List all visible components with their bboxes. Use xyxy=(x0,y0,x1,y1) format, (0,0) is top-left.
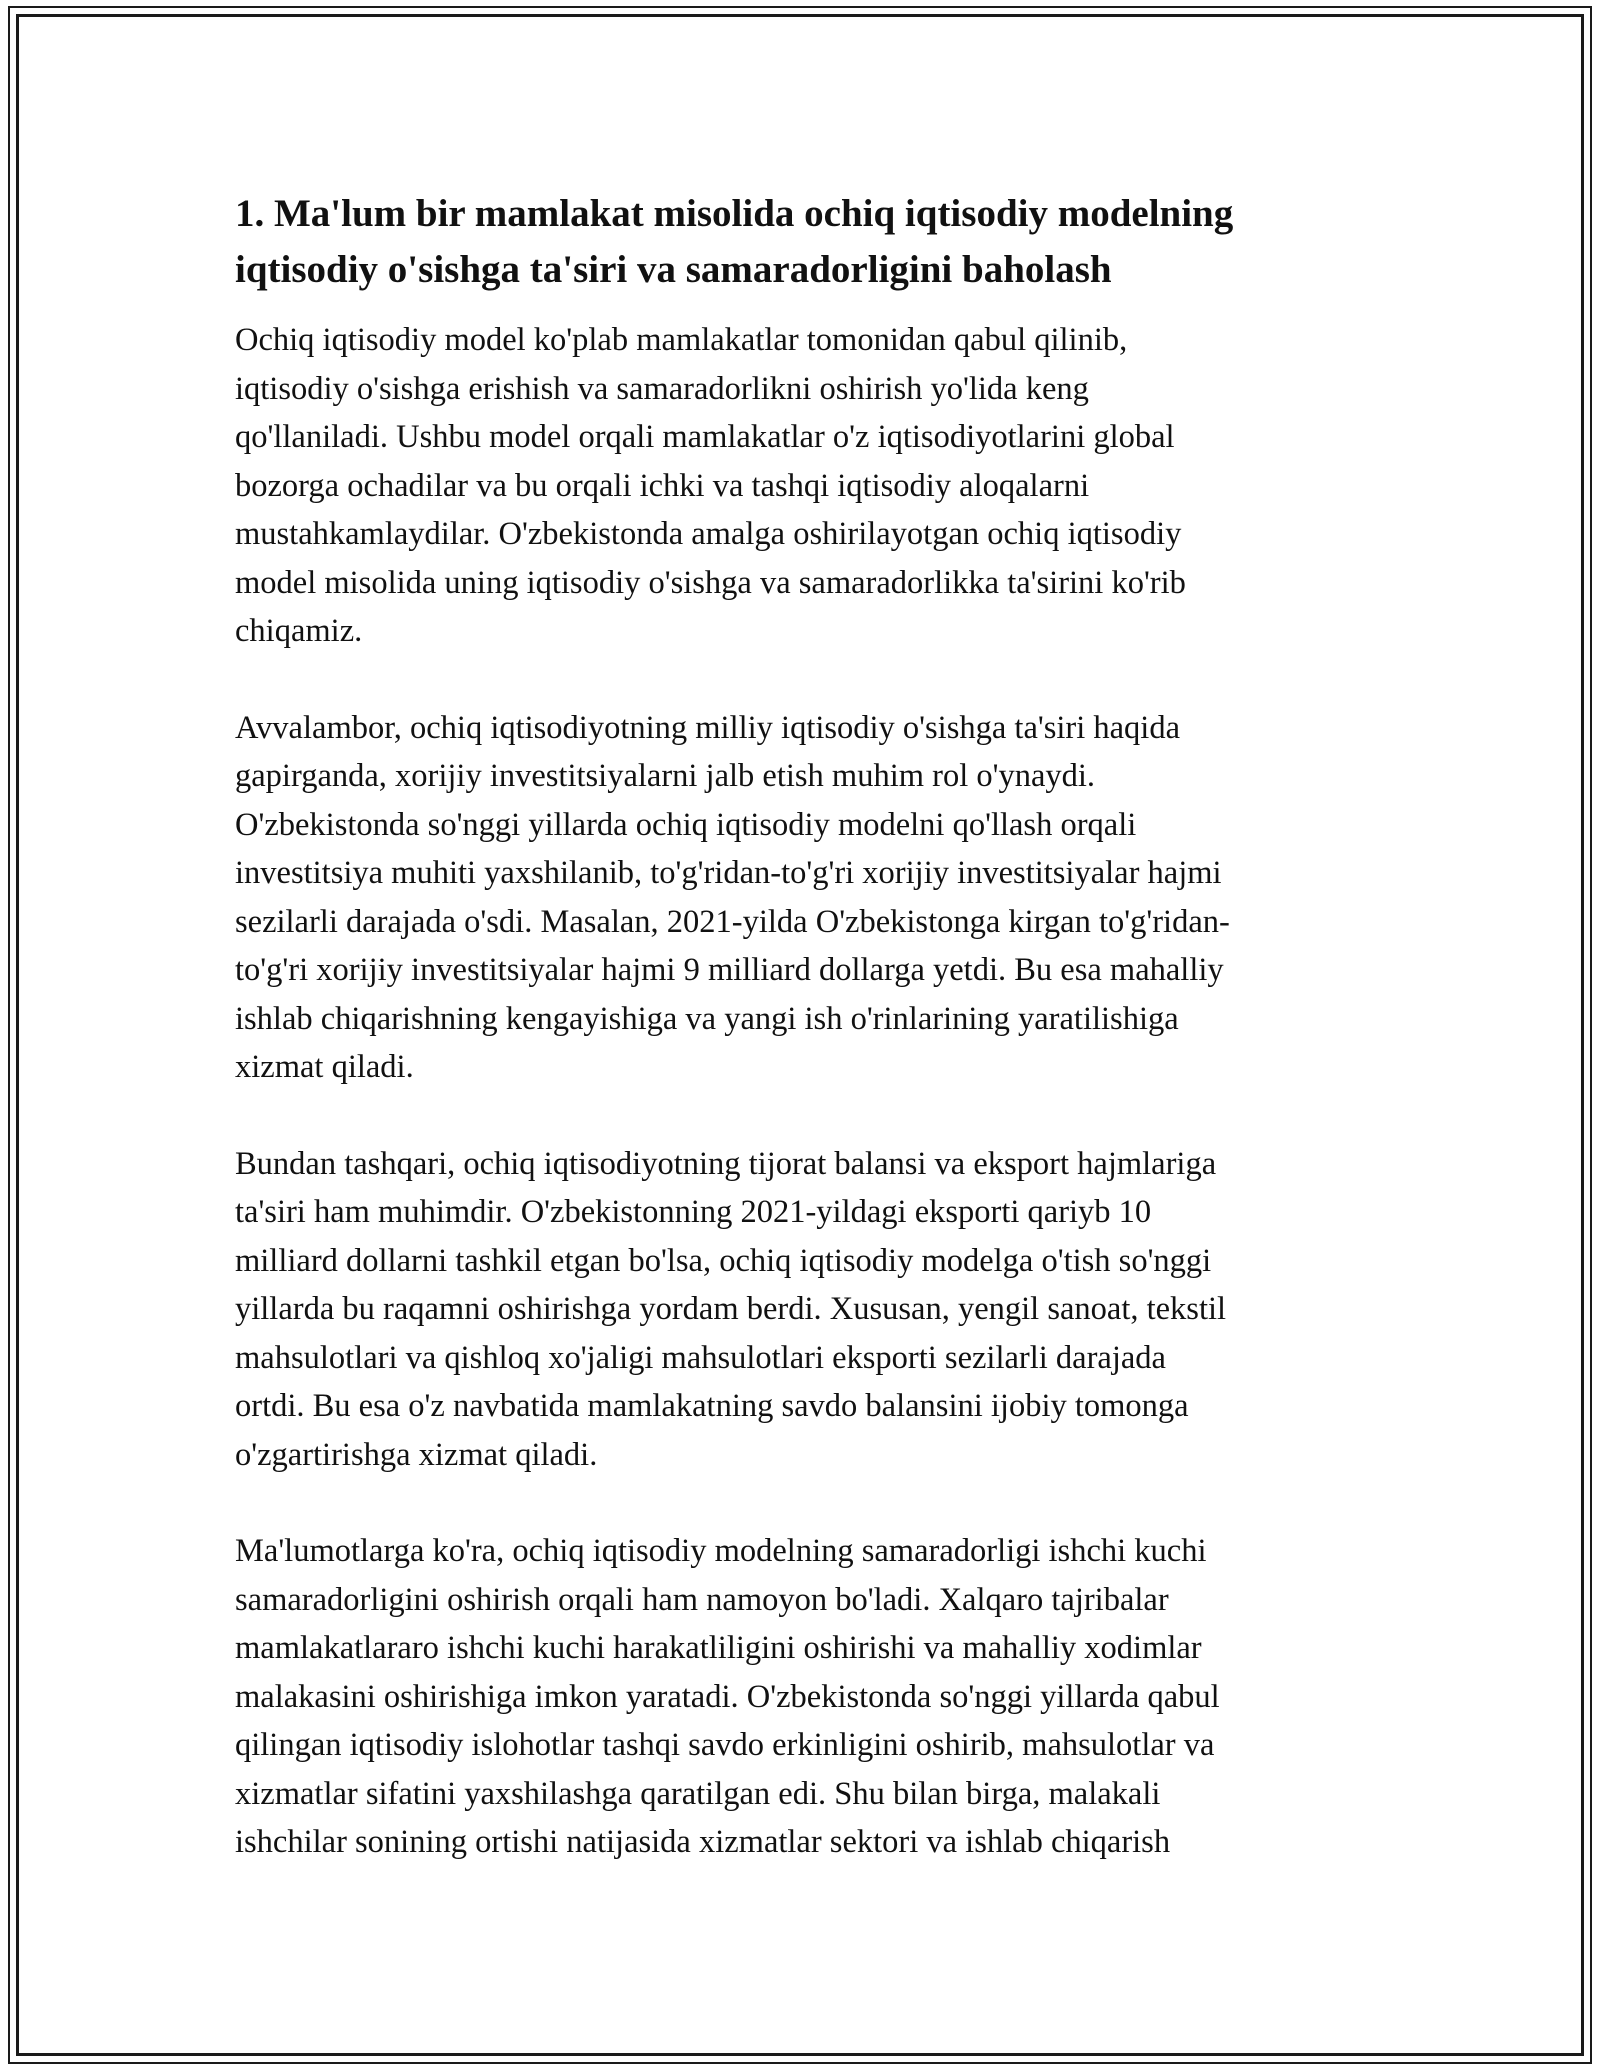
paragraph-3: Bundan tashqari, ochiq iqtisodiyotning tijorat balansi va eksport hajmlariga ta'siri ham muhimdir. O'zbekistonning 2021-yildagi eksporti qariyb 10 milliard dollarni tashkil etgan bo'lsa, ochiq iqtisodiy modelga o'tish so'nggi yillarda bu raqamni oshirishga yordam berdi. Xususan, yengil sanoat, tekstil mahsulotlari va qishloq xo'jaligi mahsulotlari eksporti sezilarli darajada ortdi. Bu esa o'z navbatida mamlakatning savdo balansini ijobiy tomonga o'zgartirishga xizmat qiladi. xyxy=(235,1145,1227,1473)
paragraph-1: Ochiq iqtisodiy model ko'plab mamlakatlar tomonidan qabul qilinib, iqtisodiy o'sishga erishish va samaradorlikni oshirish yo'lida keng qo'llaniladi. Ushbu model orqali mamlakatlar o'z iqtisodiyotlarini global bozorga ochadilar va bu orqali ichki va tashqi iqtisodiy aloqalarni mustahkamlaydilar. O'zbekistonda amalga oshirilayotgan ochiq iqtisodiy model misolida uning iqtisodiy o'sishga va samaradorlikka ta'sirini ko'rib chiqamiz. xyxy=(235,322,1186,649)
paragraph-2: Avvalambor, ochiq iqtisodiyotning milliy iqtisodiy o'sishga ta'siri haqida gapirganda, xorijiy investitsiyalarni jalb etish muhim rol o'ynaydi. O'zbekistonda so'nggi yillarda ochiq iqtisodiy modelni qo'llash orqali investitsiya muhiti yaxshilanib, to'g'ridan-to'g'ri xorijiy investitsiyalar hajmi sezilarli darajada o'sdi. Masalan, 2021-yilda O'zbekistonga kirgan to'g'ridan- to'g'ri xorijiy investitsiyalar hajmi 9 milliard dollarga yetdi. Bu esa mahalliy ishlab chiqarishning kengayishiga va yangi ish o'rinlarining yaratilishiga xizmat qiladi. xyxy=(235,709,1230,1085)
section-heading: 1. Ma'lum bir mamlakat misolida ochiq iqtisodiy modelning iqtisodiy o'sishga ta'siri va samaradorligini baholash xyxy=(235,192,1234,291)
paragraph-4: Ma'lumotlarga ko'ra, ochiq iqtisodiy modelning samaradorligi ishchi kuchi samaradorligini oshirish orqali ham namoyon bo'ladi. Xalqaro tajribalar mamlakatlararo ishchi kuchi harakatliligini oshirishi va mahalliy xodimlar malakasini oshirishiga imkon yaratadi. O'zbekistonda so'nggi yillarda qabul qilingan iqtisodiy islohotlar tashqi savdo erkinligini oshirib, mahsulotlar va xizmatlar sifatini yaxshilashga qaratilgan edi. Shu bilan birga, malakali ishchilar sonining ortishi natijasida xizmatlar sektori va ishlab chiqarish xyxy=(235,1533,1220,1860)
document-body xyxy=(235,186,1365,1915)
